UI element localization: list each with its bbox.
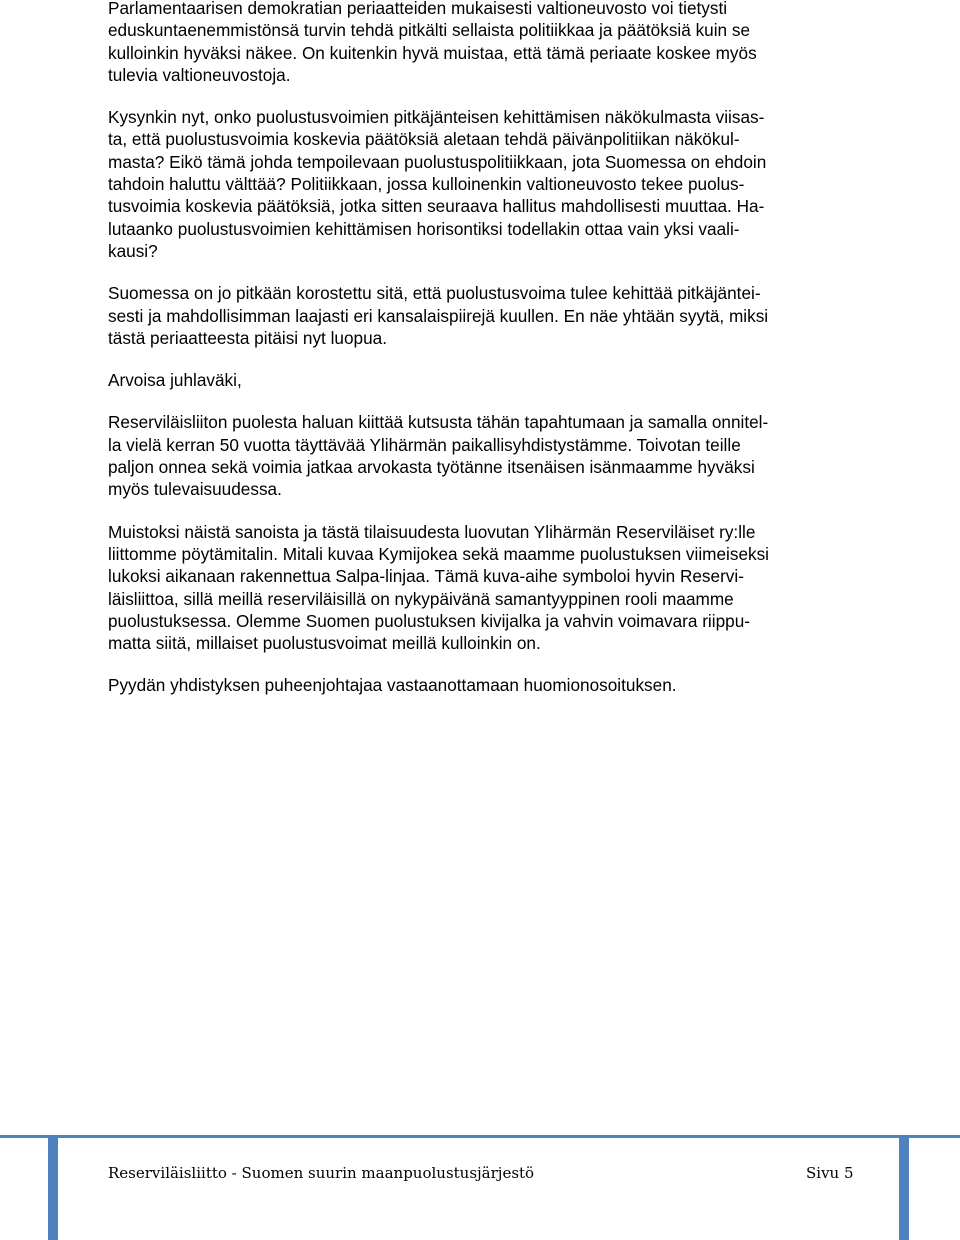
paragraph-long-term-principle: Suomessa on jo pitkään korostettu sitä, että puolustusvoima tulee kehittää pitkäjäntei- sesti ja mahdollisimman laajasti eri kansalaispiirejä kuullen. En näe yhtään syytä, miksi tästä periaatteesta pitäisi nyt luopua. [108,283,769,348]
paragraph-salutation: Arvoisa juhlaväki, [108,370,242,391]
footer-rule [0,1135,960,1138]
paragraph-parliamentary-principle: Parlamentaarisen demokratian periaatteiden mukaisesti valtioneuvosto voi tietysti eduskuntaenemmistönsä turvin tehdä pitkälti sellaista politiikkaa ja päätöksiä kuin se kulloinkin hyväksi näkee. On kuitenkin hyvä muistaa, että tämä periaate koskee myös tulevia valtioneuvostoja. [108,0,757,85]
paragraph-thanks-congratulations: Reserviläisliiton puolesta haluan kiittää kutsusta tähän tapahtumaan ja samalla onnitel- la vielä kerran 50 vuotta täyttävää Ylihärmän paikallisyhdistystämme. Toivotan teille paljon onnea sekä voimia jatkaa arvokasta työtänne itsenäisen isänmaamme hyväksi myös tulevaisuudessa. [108,412,769,500]
paragraph-medal-presentation: Muistoksi näistä sanoista ja tästä tilaisuudesta luovutan Ylihärmän Reserviläiset ry:lle liittomme pöytämitalin. Mitali kuvaa Kymijokea sekä maamme puolustuksen viimeiseksi lukoksi aikanaan rakennettua Salpa-linjaa. Tämä kuva-aihe symboloi hyvin Reservi- läisliittoa, sillä meillä reserviläisillä on nykypäivänä samantyyppinen rooli maamme puolustuksessa. Olemme Suomen puolustuksen kivijalka ja vahvin voimavara riippu- matta siitä, millaiset puolustusvoimat meillä kulloinkin on. [108,521,770,654]
footer-right-bar [899,1138,909,1240]
paragraph-invitation-chairman: Pyydän yhdistyksen puheenjohtajaa vastaanottamaan huomionosoituksen. [108,675,677,696]
document-body [108,0,852,717]
page-number: Sivu 5 [806,1164,854,1182]
footer-left-bar [48,1138,58,1240]
footer-title: Reserviläisliitto - Suomen suurin maanpuolustusjärjestö [108,1164,535,1182]
paragraph-question-long-term-development: Kysynkin nyt, onko puolustusvoimien pitkäjänteisen kehittämisen näkökulmasta viisas- ta, että puolustusvoimia koskevia päätöksiä aletaan tehdä päivänpolitiikan näkökul- masta? Eikö tämä johda tempoilevaan puolustuspolitiikkaan, jota Suomessa on ehdoin tahdoin haluttu välttää? Politiikkaan, jossa kulloinenkin valtioneuvosto tekee puolus- tusvoimia koskevia päätöksiä, jotka sitten seuraava hallitus mahdollisesti muuttaa. Ha- lutaanko puolustusvoimien kehittämisen horisontiksi todellakin ottaa vain yksi vaali- kausi? [108,107,767,261]
